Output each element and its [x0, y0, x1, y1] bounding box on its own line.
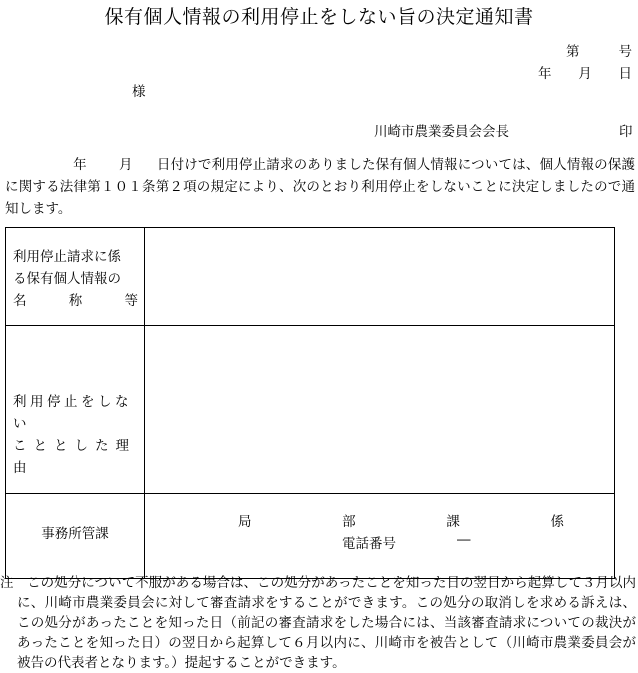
table-row-divider-2 [6, 493, 614, 494]
label-reason [6, 391, 144, 479]
label-reason-line-2: こととした理由 [13, 438, 136, 476]
label-reason-line-1: 利用停止をしない [13, 394, 132, 432]
label-char-3: 等 [124, 293, 138, 309]
phone-dash: ― [457, 532, 471, 548]
label-char-2: 称 [68, 293, 83, 309]
appeal-note [0, 573, 636, 673]
appeal-note-paragraph [0, 573, 636, 673]
notice-paragraph [5, 154, 635, 220]
note-text: この処分について不服がある場合は、この処分があったことを知った日の翌日から起算して３月以内に、川崎市農業委員会に対して審査請求をすることができます。この処分の取消しを求める訴えは、この処分があったことを知った日（前記の審査請求をした場合には、当該審査請求についての裁決があったことを知った日）の翌日から起算して６月以内に、川崎市を被告として（川崎市農業委員会が被告の代表者となります。）提起することができます。 [17, 575, 637, 671]
seal-mark: 印 [619, 124, 633, 140]
label-info-name [6, 246, 144, 312]
number-prefix: 第 [566, 44, 580, 60]
document-number-line [566, 40, 632, 60]
note-lead: 注 [0, 575, 14, 591]
reason-value-cell[interactable] [145, 326, 614, 492]
unit-department: 部 [342, 514, 356, 530]
phone-label: 電話番号 [342, 536, 396, 552]
unit-section: 課 [446, 514, 460, 530]
body-month: 月 [118, 157, 133, 173]
body-year: 年 [73, 157, 87, 173]
number-suffix: 号 [618, 44, 632, 60]
document-date-line [538, 62, 632, 82]
decision-table [5, 227, 615, 579]
label-char-1: 名 [13, 293, 27, 309]
addressee-suffix: 様 [132, 84, 146, 100]
info-name-value-cell[interactable] [145, 229, 614, 324]
unit-bureau: 局 [238, 514, 252, 530]
label-info-name-line-2: る保有個人情報の [13, 271, 121, 287]
document-title: 保有個人情報の利用停止をしない旨の決定通知書 [104, 6, 534, 28]
office-units [238, 510, 564, 530]
date-day: 日 [618, 66, 632, 82]
date-year: 年 [538, 66, 552, 82]
label-info-name-line-3 [6, 290, 144, 312]
sender-name: 川崎市農業委員会会長 [374, 124, 509, 140]
body-text: 日付けで利用停止請求のありました保有個人情報については、個人情報の保護に関する法律第１０１条第２項の規定により、次のとおり利用停止をしないことに決定しましたので通知します。 [5, 157, 636, 217]
label-office: 事務所管課 [41, 526, 109, 542]
label-info-name-line-1: 利用停止請求に係 [13, 249, 121, 265]
date-month: 月 [578, 66, 592, 82]
unit-subsection: 係 [550, 514, 564, 530]
